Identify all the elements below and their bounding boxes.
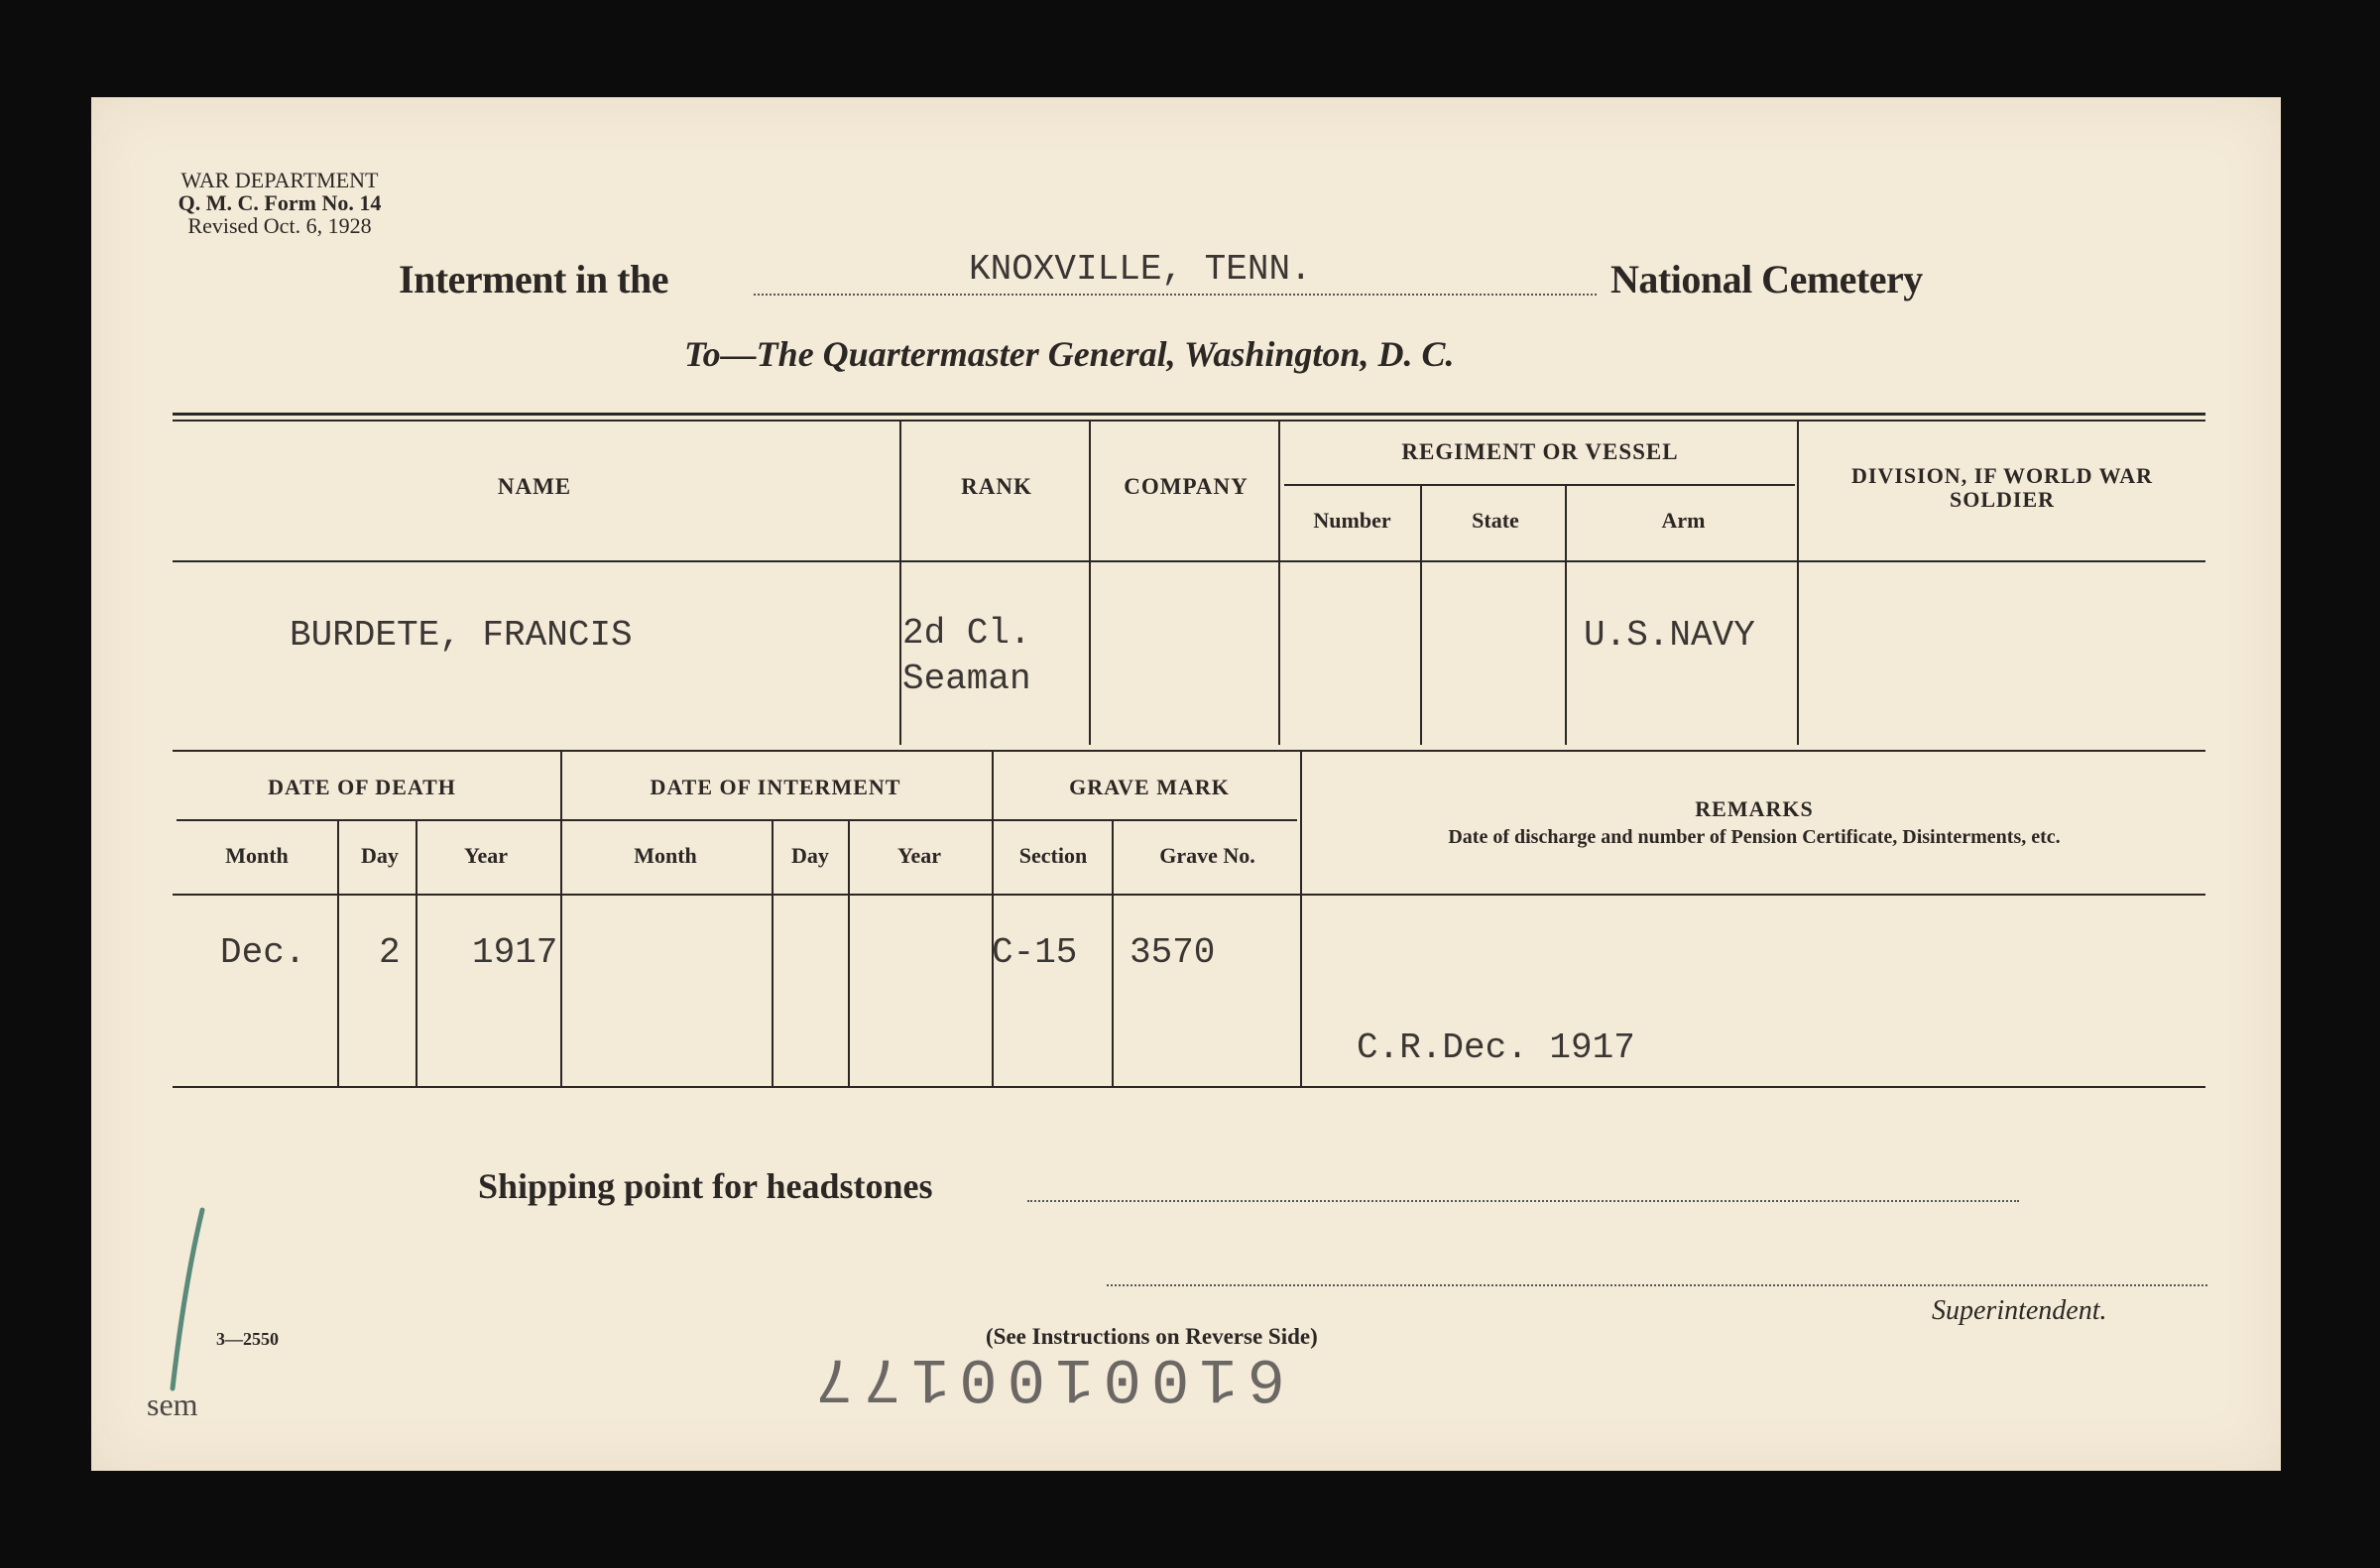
- death-month-value: Dec.: [220, 932, 306, 973]
- grave-no-value: 3570: [1130, 932, 1216, 973]
- vline-rank: [899, 421, 901, 745]
- death-year-header: Year: [464, 843, 508, 868]
- revised-date: Revised Oct. 6, 1928: [187, 213, 372, 238]
- table2-bottom-rule: [173, 1086, 2205, 1088]
- arm-header: Arm: [1661, 508, 1706, 533]
- remarks-header: REMARKS: [1695, 796, 1814, 821]
- vline-company: [1089, 421, 1091, 745]
- rule-top-1: [173, 413, 2205, 416]
- stamped-number: 6100100177: [805, 1341, 1286, 1412]
- rank-header: RANK: [961, 474, 1032, 499]
- title-suffix: National Cemetery: [1610, 257, 1923, 302]
- name-value: BURDETE, FRANCIS: [290, 615, 633, 656]
- death-year-value: 1917: [472, 932, 558, 973]
- form-number: Q. M. C. Form No. 14: [178, 190, 382, 215]
- state-header: State: [1472, 508, 1519, 533]
- death-day-value: 2: [379, 932, 401, 973]
- vline-grave-mark: [992, 752, 994, 1086]
- remarks-value: C.R.Dec. 1917: [1357, 1027, 1635, 1068]
- to-line: To—The Quartermaster General, Washington, D. C.: [684, 334, 1455, 374]
- company-header: COMPANY: [1124, 474, 1249, 499]
- initials: sem: [147, 1387, 198, 1422]
- rank-value-line1: 2d Cl.: [902, 613, 1031, 654]
- shipping-label: Shipping point for headstones: [478, 1166, 933, 1206]
- department-label: WAR DEPARTMENT: [180, 168, 379, 192]
- table2-header-rule: [173, 894, 2205, 896]
- name-header: NAME: [497, 474, 572, 499]
- division-header-line2: SOLDIER: [1949, 487, 2056, 512]
- rank-value-line2: Seaman: [902, 659, 1031, 699]
- superintendent-dotted-line: [1107, 1284, 2207, 1286]
- form-code: 3—2550: [216, 1329, 279, 1349]
- grave-mark-header: GRAVE MARK: [1069, 775, 1230, 799]
- interment-day-header: Day: [791, 843, 829, 868]
- vline-number: [1420, 486, 1422, 745]
- pencil-mark: [151, 1200, 210, 1398]
- vline-division: [1797, 421, 1799, 745]
- vline-grave-no: [1112, 821, 1114, 1086]
- vline-interment-year: [848, 821, 850, 1086]
- shipping-dotted-line: [1027, 1200, 2019, 1202]
- rule-top-2: [173, 420, 2205, 422]
- cemetery-value: KNOXVILLE, TENN.: [969, 249, 1312, 290]
- instructions-note: (See Instructions on Reverse Side): [986, 1324, 1318, 1349]
- interment-year-header: Year: [897, 843, 941, 868]
- remarks-subheader: Date of discharge and number of Pension Certificate, Disinterments, etc.: [1448, 826, 2061, 848]
- death-day-header: Day: [361, 843, 399, 868]
- title-prefix: Interment in the: [399, 257, 668, 302]
- regiment-header: REGIMENT OR VESSEL: [1401, 439, 1679, 464]
- superintendent-label: Superintendent.: [1932, 1295, 2107, 1326]
- record-card: [91, 97, 2281, 1471]
- division-header: [1799, 464, 2205, 512]
- vline-death-year: [416, 821, 417, 1086]
- table-separator-rule: [173, 750, 2205, 752]
- rank-value: [902, 611, 1031, 702]
- form-header: [161, 169, 399, 237]
- vline-state: [1565, 486, 1567, 745]
- vline-interment: [560, 752, 562, 1086]
- cemetery-dotted-line: [754, 294, 1597, 296]
- vline-interment-day: [772, 821, 774, 1086]
- death-month-header: Month: [225, 843, 289, 868]
- vline-remarks: [1300, 752, 1302, 1086]
- vline-regiment: [1278, 421, 1280, 745]
- division-header-line1: DIVISION, IF WORLD WAR: [1851, 463, 2153, 488]
- vline-death-day: [337, 821, 339, 1086]
- interment-month-header: Month: [634, 843, 697, 868]
- regiment-sub-rule: [1284, 484, 1795, 486]
- number-header: Number: [1313, 508, 1391, 533]
- date-of-interment-header: DATE OF INTERMENT: [650, 775, 901, 799]
- date-of-death-header: DATE OF DEATH: [268, 775, 456, 799]
- section-header: Section: [1018, 843, 1088, 868]
- grave-no-header: Grave No.: [1159, 843, 1255, 868]
- arm-value: U.S.NAVY: [1584, 615, 1755, 656]
- section-value: C-15: [992, 932, 1078, 973]
- table2-group-rule: [177, 819, 1297, 821]
- table1-header-rule: [173, 560, 2205, 562]
